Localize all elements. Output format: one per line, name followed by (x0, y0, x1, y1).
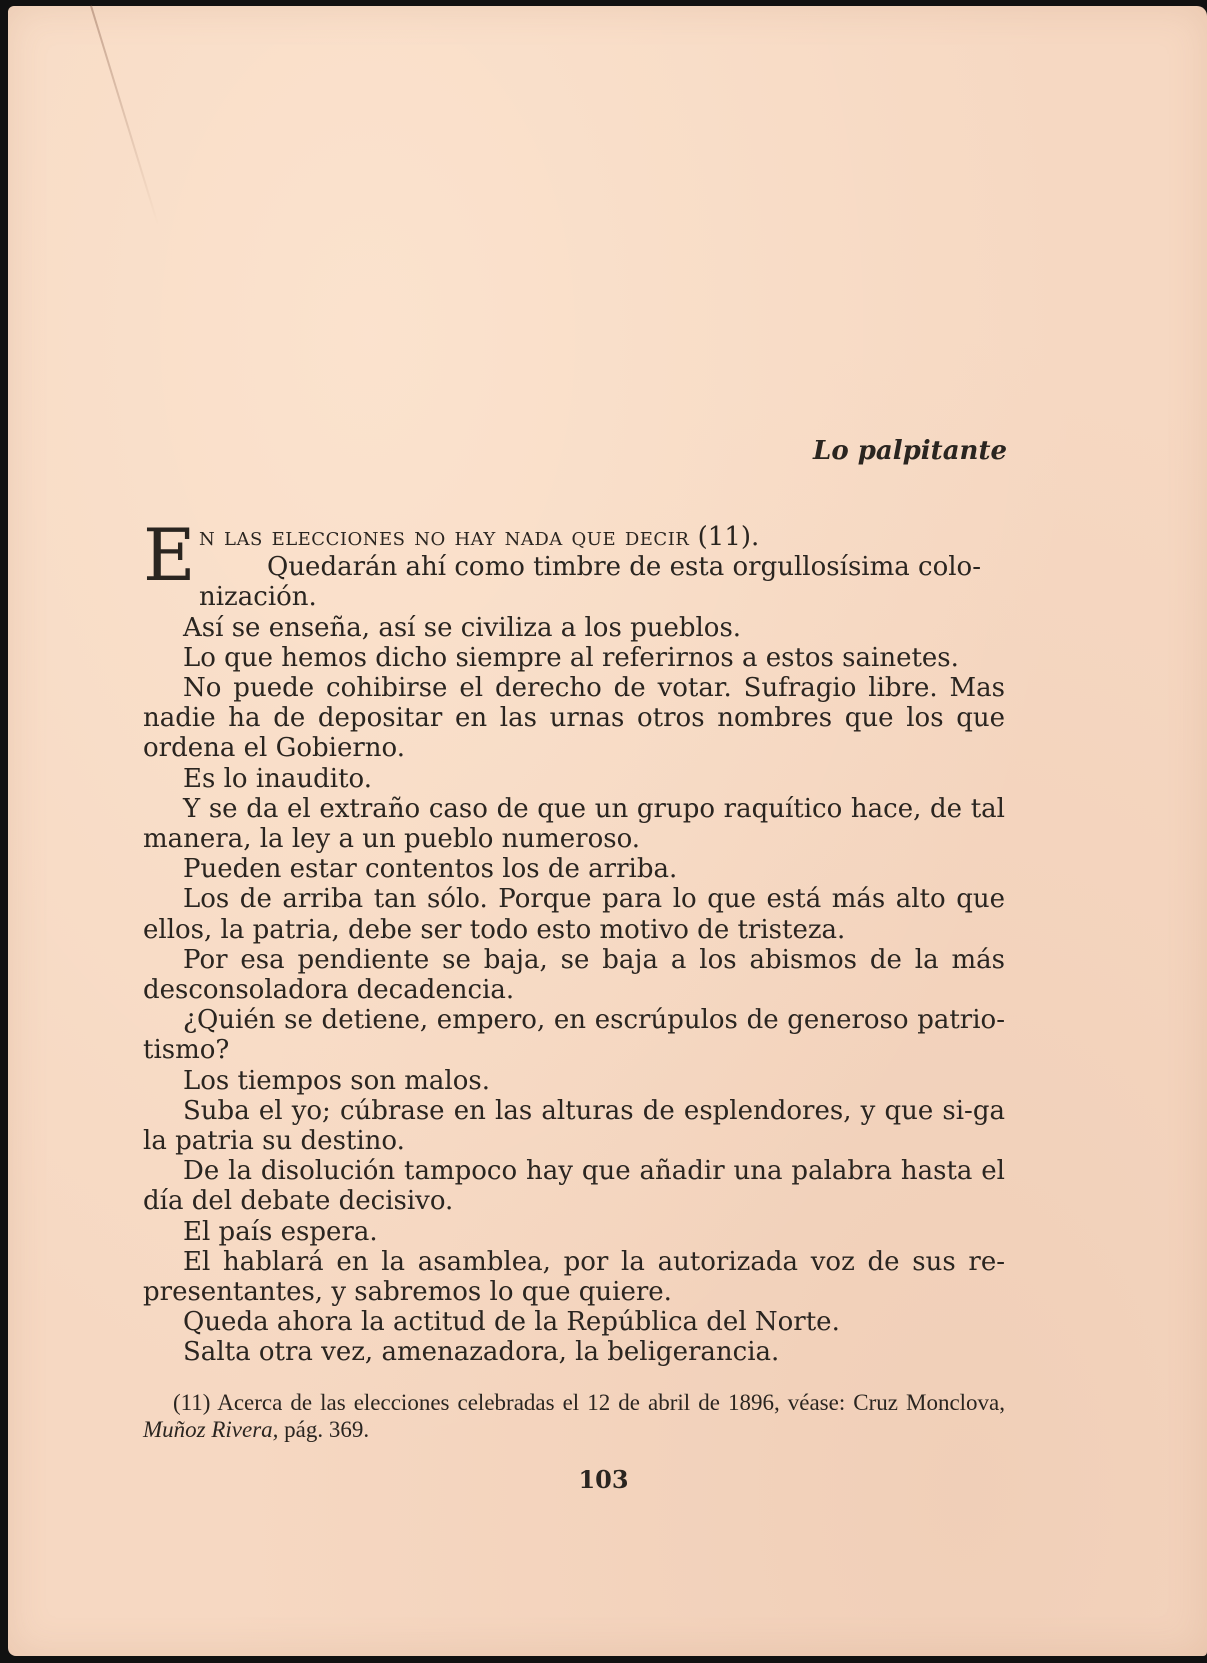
body-text (143, 513, 1005, 1368)
paragraph: Es lo inaudito. (183, 763, 372, 794)
paragraph: Por esa pendiente se baja, se baja a los abismos de la más desconsoladora decadencia. (143, 944, 1005, 1006)
paragraph: Suba el yo; cúbrase en las alturas de esplendores, y que si-ga la patria su destino. (143, 1095, 1005, 1157)
paragraph: De la disolución tampoco hay que añadir una palabra hasta el día del debate decisivo. (143, 1156, 1005, 1217)
paragraph: El país espera. (183, 1216, 378, 1247)
paragraph: Así se enseña, así se civiliza a los pueblos. (183, 612, 742, 643)
paragraph: ¿Quién se detiene, empero, en escrúpulos de generoso patrio-tismo? (143, 1005, 1005, 1066)
paragraph: Los de arriba tan sólo. Porque para lo que está más alto que ellos, la patria, debe ser todo esto motivo de tristeza. (143, 884, 1005, 945)
drop-cap: E (143, 513, 196, 597)
paragraph: Los tiempos son malos. (183, 1065, 490, 1096)
footnote-text-after: pág. 369. (278, 1417, 370, 1442)
footnote-text-before: (11) Acerca de las elecciones celebradas el 12 de abril de 1896, véase: Cruz Monclova, (173, 1390, 1005, 1415)
paragraph: Y se da el extraño caso de que un grupo raquítico hace, de tal manera, la ley a un pueblo numeroso. (143, 793, 1005, 855)
page-number: 103 (578, 1465, 629, 1494)
paragraph: Pueden estar contentos los de arriba. (183, 854, 678, 885)
opening-small-caps: n las elecciones no hay nada que decir (199, 522, 690, 552)
paragraph: Salta otra vez, amenazadora, la beligerancia. (183, 1337, 780, 1368)
opening-line-2: Quedarán ahí como timbre de esta orgullosísima colo- (267, 552, 981, 583)
footnote-reference: (11). (689, 522, 760, 552)
paragraph: No puede cohibirse el derecho de votar. Sufragio libre. Mas nadie ha de depositar en las urnas otros nombres que los que ordena el Gobierno. (143, 673, 1005, 764)
paragraph: Queda ahora la actitud de la República del Norte. (183, 1307, 840, 1338)
paragraph: Lo que hemos dicho siempre al referirnos a estos sainetes. (183, 642, 959, 673)
paragraph: El hablará en la asamblea, por la autorizada voz de sus re-presentantes, y sabremos lo que quiere. (143, 1246, 1005, 1308)
footnote (143, 1389, 1005, 1443)
paper-crease (90, 5, 159, 226)
opening-line-3: nización. (199, 582, 317, 613)
section-title: Lo palpitante (813, 436, 1007, 466)
footnote-text (143, 1389, 1005, 1443)
footnote-italic-title: Muñoz Rivera, (143, 1417, 279, 1442)
